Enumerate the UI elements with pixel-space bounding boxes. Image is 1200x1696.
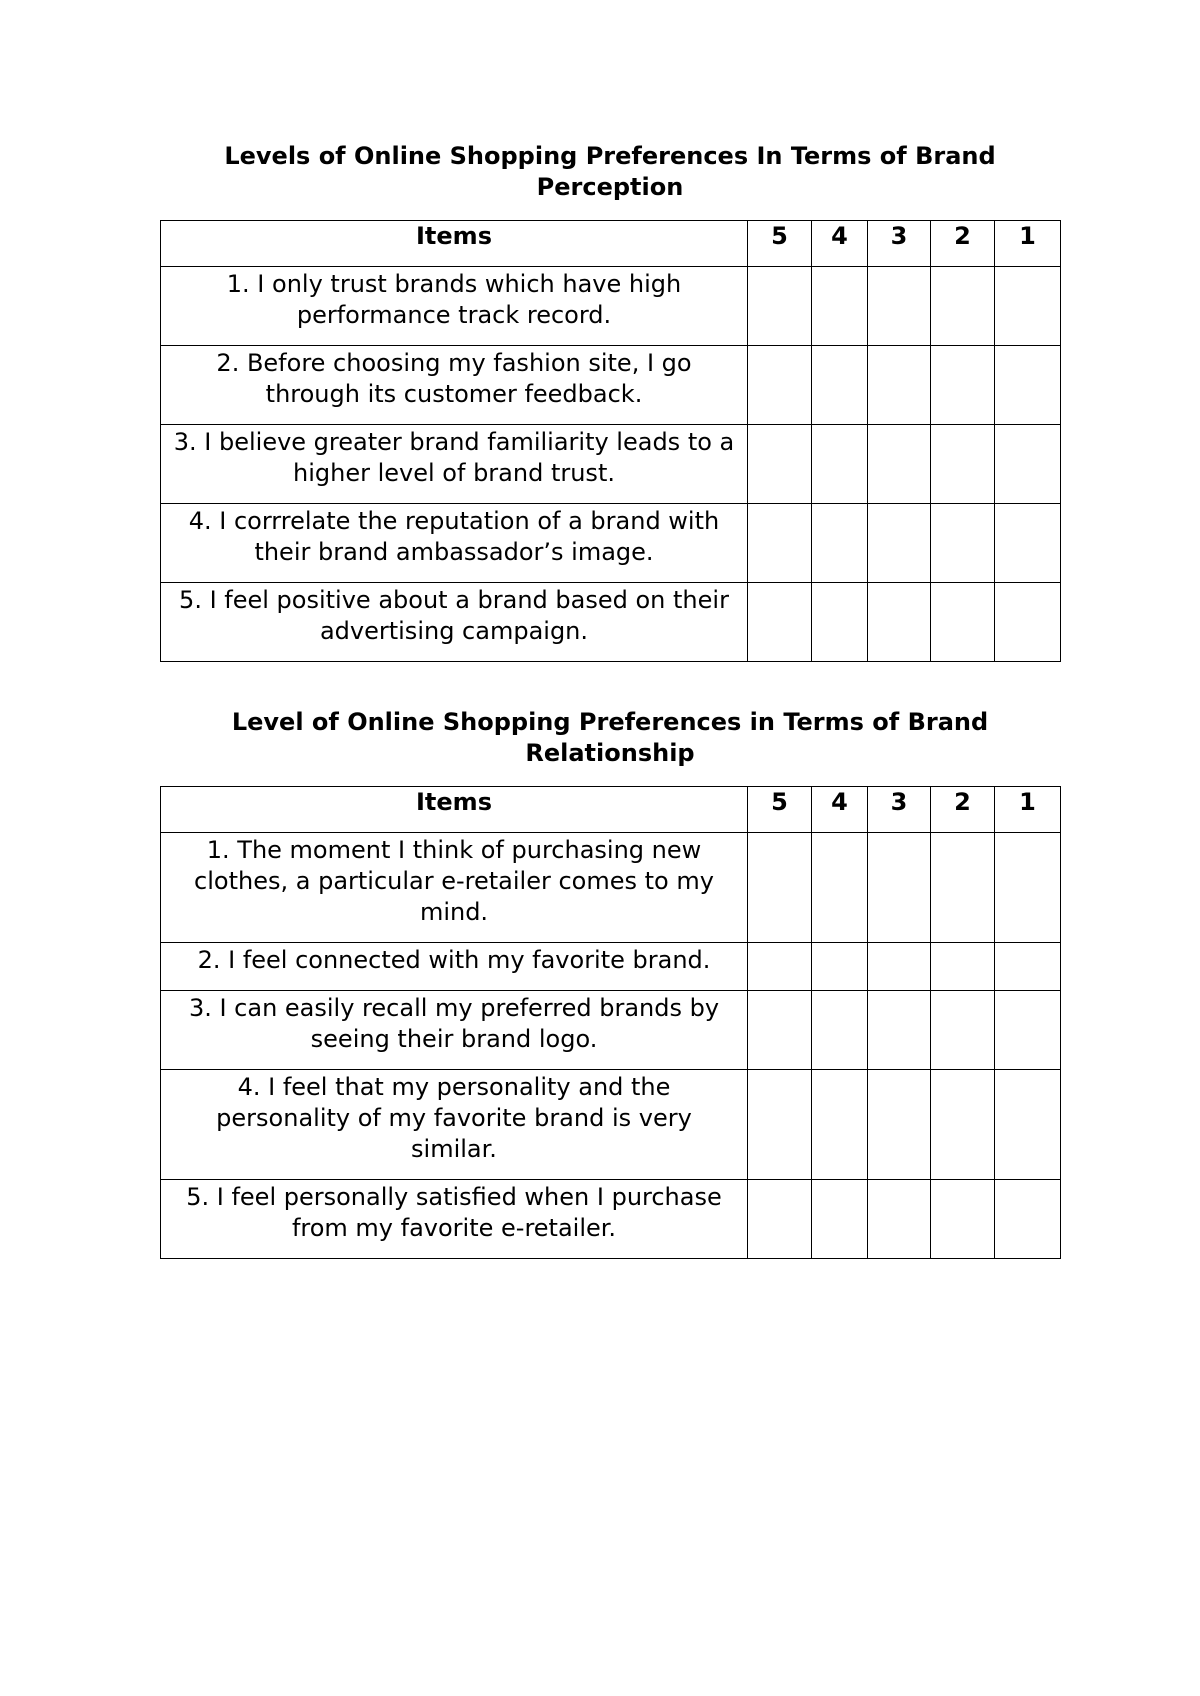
table-header-row xyxy=(161,787,1061,833)
rating-cell-5[interactable] xyxy=(748,1070,812,1180)
rating-cell-3[interactable] xyxy=(868,583,931,662)
brand-relationship-section xyxy=(160,707,1060,1259)
rating-cell-2[interactable] xyxy=(931,833,995,943)
rating-cell-2[interactable] xyxy=(931,1180,995,1259)
rating-cell-3[interactable] xyxy=(868,1180,931,1259)
rating-cell-1[interactable] xyxy=(995,425,1061,504)
rating-cell-5[interactable] xyxy=(748,425,812,504)
table-row xyxy=(161,1070,1061,1180)
scale-1-header: 1 xyxy=(995,221,1061,267)
item-text: 1. I only trust brands which have high performance track record. xyxy=(161,267,748,346)
rating-cell-1[interactable] xyxy=(995,504,1061,583)
table-header-row xyxy=(161,221,1061,267)
rating-cell-4[interactable] xyxy=(812,583,868,662)
scale-3-header: 3 xyxy=(868,221,931,267)
rating-cell-5[interactable] xyxy=(748,991,812,1070)
rating-cell-3[interactable] xyxy=(868,346,931,425)
items-header: Items xyxy=(161,221,748,267)
rating-cell-5[interactable] xyxy=(748,1180,812,1259)
brand-relationship-title: Level of Online Shopping Preferences in Terms of Brand Relationship xyxy=(231,708,989,767)
item-text: 2. Before choosing my fashion site, I go through its customer feedback. xyxy=(161,346,748,425)
brand-relationship-table xyxy=(160,786,1061,1259)
scale-2-header: 2 xyxy=(931,787,995,833)
rating-cell-5[interactable] xyxy=(748,267,812,346)
table-row xyxy=(161,991,1061,1070)
rating-cell-4[interactable] xyxy=(812,1180,868,1259)
rating-cell-1[interactable] xyxy=(995,943,1061,991)
rating-cell-5[interactable] xyxy=(748,504,812,583)
scale-4-header: 4 xyxy=(812,221,868,267)
rating-cell-3[interactable] xyxy=(868,504,931,583)
rating-cell-4[interactable] xyxy=(812,425,868,504)
rating-cell-2[interactable] xyxy=(931,583,995,662)
scale-4-header: 4 xyxy=(812,787,868,833)
brand-perception-section xyxy=(160,141,1060,662)
rating-cell-1[interactable] xyxy=(995,346,1061,425)
rating-cell-2[interactable] xyxy=(931,267,995,346)
item-text: 2. I feel connected with my favorite brand. xyxy=(161,943,748,991)
rating-cell-1[interactable] xyxy=(995,583,1061,662)
rating-cell-4[interactable] xyxy=(812,346,868,425)
item-text: 1. The moment I think of purchasing new clothes, a particular e-retailer comes to my mind. xyxy=(161,833,748,943)
table-row xyxy=(161,425,1061,504)
table-row xyxy=(161,583,1061,662)
rating-cell-1[interactable] xyxy=(995,991,1061,1070)
rating-cell-4[interactable] xyxy=(812,943,868,991)
rating-cell-4[interactable] xyxy=(812,1070,868,1180)
rating-cell-3[interactable] xyxy=(868,943,931,991)
rating-cell-2[interactable] xyxy=(931,1070,995,1180)
rating-cell-1[interactable] xyxy=(995,833,1061,943)
item-text: 4. I corrrelate the reputation of a brand with their brand ambassador’s image. xyxy=(161,504,748,583)
brand-perception-table xyxy=(160,220,1061,662)
rating-cell-4[interactable] xyxy=(812,504,868,583)
rating-cell-2[interactable] xyxy=(931,346,995,425)
rating-cell-5[interactable] xyxy=(748,943,812,991)
table-row xyxy=(161,346,1061,425)
table-row xyxy=(161,1180,1061,1259)
rating-cell-3[interactable] xyxy=(868,1070,931,1180)
scale-5-header: 5 xyxy=(748,787,812,833)
scale-5-header: 5 xyxy=(748,221,812,267)
rating-cell-4[interactable] xyxy=(812,833,868,943)
rating-cell-2[interactable] xyxy=(931,991,995,1070)
rating-cell-3[interactable] xyxy=(868,833,931,943)
rating-cell-5[interactable] xyxy=(748,833,812,943)
scale-3-header: 3 xyxy=(868,787,931,833)
rating-cell-4[interactable] xyxy=(812,991,868,1070)
table-row xyxy=(161,833,1061,943)
rating-cell-5[interactable] xyxy=(748,583,812,662)
rating-cell-3[interactable] xyxy=(868,425,931,504)
brand-perception-title: Levels of Online Shopping Preferences In Terms of Brand Perception xyxy=(224,142,996,201)
rating-cell-5[interactable] xyxy=(748,346,812,425)
items-header: Items xyxy=(161,787,748,833)
rating-cell-1[interactable] xyxy=(995,1180,1061,1259)
rating-cell-1[interactable] xyxy=(995,1070,1061,1180)
rating-cell-4[interactable] xyxy=(812,267,868,346)
rating-cell-3[interactable] xyxy=(868,991,931,1070)
rating-cell-3[interactable] xyxy=(868,267,931,346)
table-row xyxy=(161,267,1061,346)
item-text: 4. I feel that my personality and the personality of my favorite brand is very similar. xyxy=(161,1070,748,1180)
table-row xyxy=(161,943,1061,991)
scale-2-header: 2 xyxy=(931,221,995,267)
rating-cell-1[interactable] xyxy=(995,267,1061,346)
item-text: 3. I believe greater brand familiarity leads to a higher level of brand trust. xyxy=(161,425,748,504)
item-text: 5. I feel positive about a brand based on their advertising campaign. xyxy=(161,583,748,662)
item-text: 5. I feel personally satisfied when I purchase from my favorite e-retailer. xyxy=(161,1180,748,1259)
rating-cell-2[interactable] xyxy=(931,504,995,583)
scale-1-header: 1 xyxy=(995,787,1061,833)
rating-cell-2[interactable] xyxy=(931,943,995,991)
rating-cell-2[interactable] xyxy=(931,425,995,504)
item-text: 3. I can easily recall my preferred brands by seeing their brand logo. xyxy=(161,991,748,1070)
table-row xyxy=(161,504,1061,583)
